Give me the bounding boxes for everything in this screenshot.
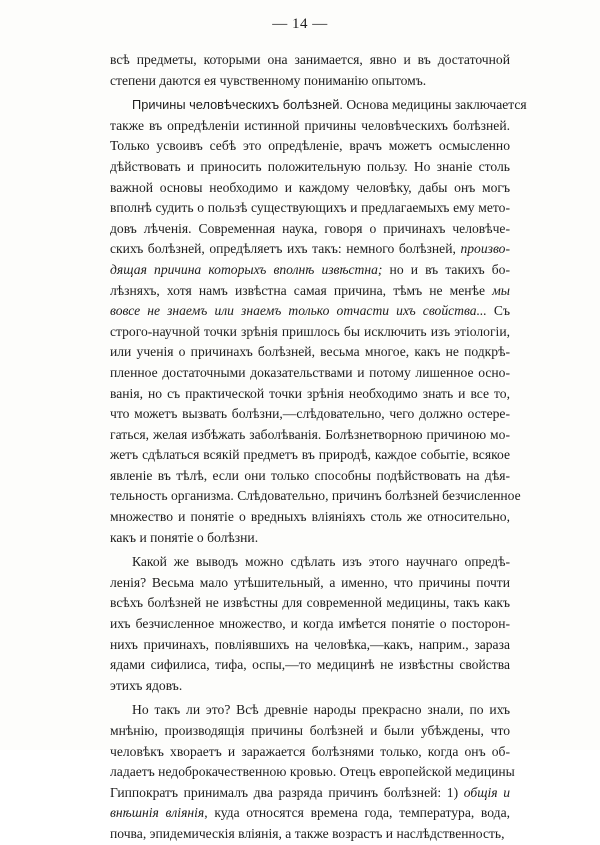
text-line [110,486,521,507]
italic-text: общія и [463,784,510,800]
text-line [110,573,510,594]
text-run: , куда относятся времена года, температура, вода, [204,805,510,821]
text-run: Основа медицины заключается [342,97,527,113]
text-line [110,593,510,614]
text-run: Только усвоивъ себѣ это опредѣленіе, врачъ можетъ осмысленно [110,138,510,154]
text-run: что можетъ вызвать болѣзни,—слѣдовательно, чего должно остере- [110,406,510,422]
text-run: степени даются ея чувственному пониманію опытомъ. [110,72,427,88]
text-run: ядами сифилиса, тифа, оспы,—то медицинѣ не извѣстны свойства [110,657,510,673]
text-line [110,552,510,573]
text-line [110,322,510,343]
text-run: лѣзняхъ, хотя намъ извѣстна самая причина, тѣмъ не менѣе [110,282,493,298]
text-run: довъ лѣченія. Современная наука, говоря о причинахъ человѣче- [110,220,510,236]
text-run: ихъ безчисленное множество, и когда имѣется понятіе о посторон- [110,616,510,632]
text-run: множество и понятіе о вредныхъ вліяніяхъ столь же относительно, [110,509,510,525]
text-line [110,635,510,656]
italic-text: вовсе не знаемъ или знаемъ только отчасти ихъ свойства... [110,303,487,319]
section-heading: Причины человѣческихъ болѣзней. [132,97,343,113]
text-line [110,71,510,92]
text-run: Гиппократъ принималъ два разряда причинъ болѣзней: 1) [110,784,464,800]
text-run: мнѣнію, производящія причины болѣзней и были убѣждены, что [110,723,510,738]
text-line [110,783,510,804]
text-run: ванія, но съ практической точки зрѣнія необходимо знать и все то, [110,385,510,401]
text-line [110,157,510,178]
text-line [110,239,510,260]
text-line [110,95,527,116]
text-line [110,762,515,783]
text-line [110,116,510,137]
paragraph [110,552,510,696]
text-line [110,301,510,322]
text-run: но и въ такихъ бо- [382,261,510,277]
text-line [110,281,510,302]
text-run: ленія? Весьма мало утѣшительный, а именно, что причины почти [110,574,510,590]
text-line [110,260,510,281]
text-run: Но такъ ли это? Всѣ древніе народы прекрасно знали, по ихъ [132,702,510,718]
text-line [110,445,510,466]
text-run: пленное достаточными доказательствами и потому лишенное осно- [110,364,510,380]
text-run: дѣйствовать и приносить положительную пользу. Но знаніе столь [110,158,510,174]
text-line [110,50,510,71]
italic-text: дящая причина которыхъ вполнѣ извѣстна; [110,261,383,277]
text-line [110,466,510,487]
text-line [110,384,510,405]
text-line [110,700,510,721]
text-run: строго-научной точки зрѣнія пришлось бы исключить изъ этіологіи, [110,323,510,339]
text-run: этихъ ядовъ. [110,677,183,693]
text-line [110,742,510,763]
paragraph [110,700,515,844]
text-run: всѣ предметы, которыми она занимается, явно и въ достаточной [110,52,510,67]
text-run: гаться, желая избѣжать заболѣванія. Болѣзнетворною причиною мо- [110,426,510,442]
text-run: нихъ причинахъ, повліявшихъ на человѣка,—какъ, наприм., зараза [110,636,510,652]
italic-text: мы [492,282,510,298]
text-run: всѣхъ болѣзней не извѣстны для современной медицины, такъ какъ [110,595,510,611]
text-line [110,198,510,219]
text-line [110,363,510,384]
text-line [110,803,510,824]
text-line [110,219,510,240]
text-run: вполнѣ судить о пользѣ существующихъ и предлагаемыхъ ему мето- [110,200,510,216]
text-line [110,342,510,363]
paragraph [110,95,527,548]
text-run: ладаетъ недоброкачественною кровью. Отецъ европейской медицины [110,764,515,780]
text-run: скихъ болѣзней, опредѣляетъ ихъ такъ: немного болѣзней, [110,241,461,257]
text-run: важной основы необходимо и каждому человѣку, дабы онъ могъ [110,179,510,195]
text-run: Съ [486,303,510,319]
text-line [110,136,510,157]
text-line [110,614,510,635]
text-run: или ученія о причинахъ болѣзней, весьма многое, какъ не подкрѣ- [110,344,510,360]
text-run: жетъ сдѣлаться всякій предметъ въ природѣ, каждое событіе, всякое [110,447,510,463]
text-line [110,676,510,697]
text-run: какъ и понятіе о болѣзни. [110,529,259,545]
text-run: явленіе въ тѣлѣ, если они только способны подѣйствовать на дѣя- [110,467,510,483]
italic-text: произво- [460,241,510,257]
text-line [110,507,510,528]
paragraph [110,50,510,91]
text-run: тельность организма. Слѣдовательно, причинъ болѣзней безчисленное [110,488,521,504]
text-line [110,721,510,742]
italic-text: внѣшнія вліянія [110,805,205,821]
text-run: также въ опредѣленіи истинной причины человѣческихъ болѣзней. [110,117,510,133]
text-line [110,655,510,676]
page-number: — 14 — [272,16,328,32]
text-line [110,425,510,446]
text-line [110,404,510,425]
text-line [110,824,510,845]
body-text [110,50,527,845]
text-run: почва, эпидемическія вліянія, а также возрастъ и наслѣдственность, [110,825,505,841]
text-line [110,528,510,549]
text-run: Какой же выводъ можно сдѣлать изъ этого научнаго опредѣ- [132,554,510,570]
text-line [110,178,510,199]
text-run: человѣкъ хвораетъ и заражается болѣзнями только, когда онъ об- [110,743,510,759]
